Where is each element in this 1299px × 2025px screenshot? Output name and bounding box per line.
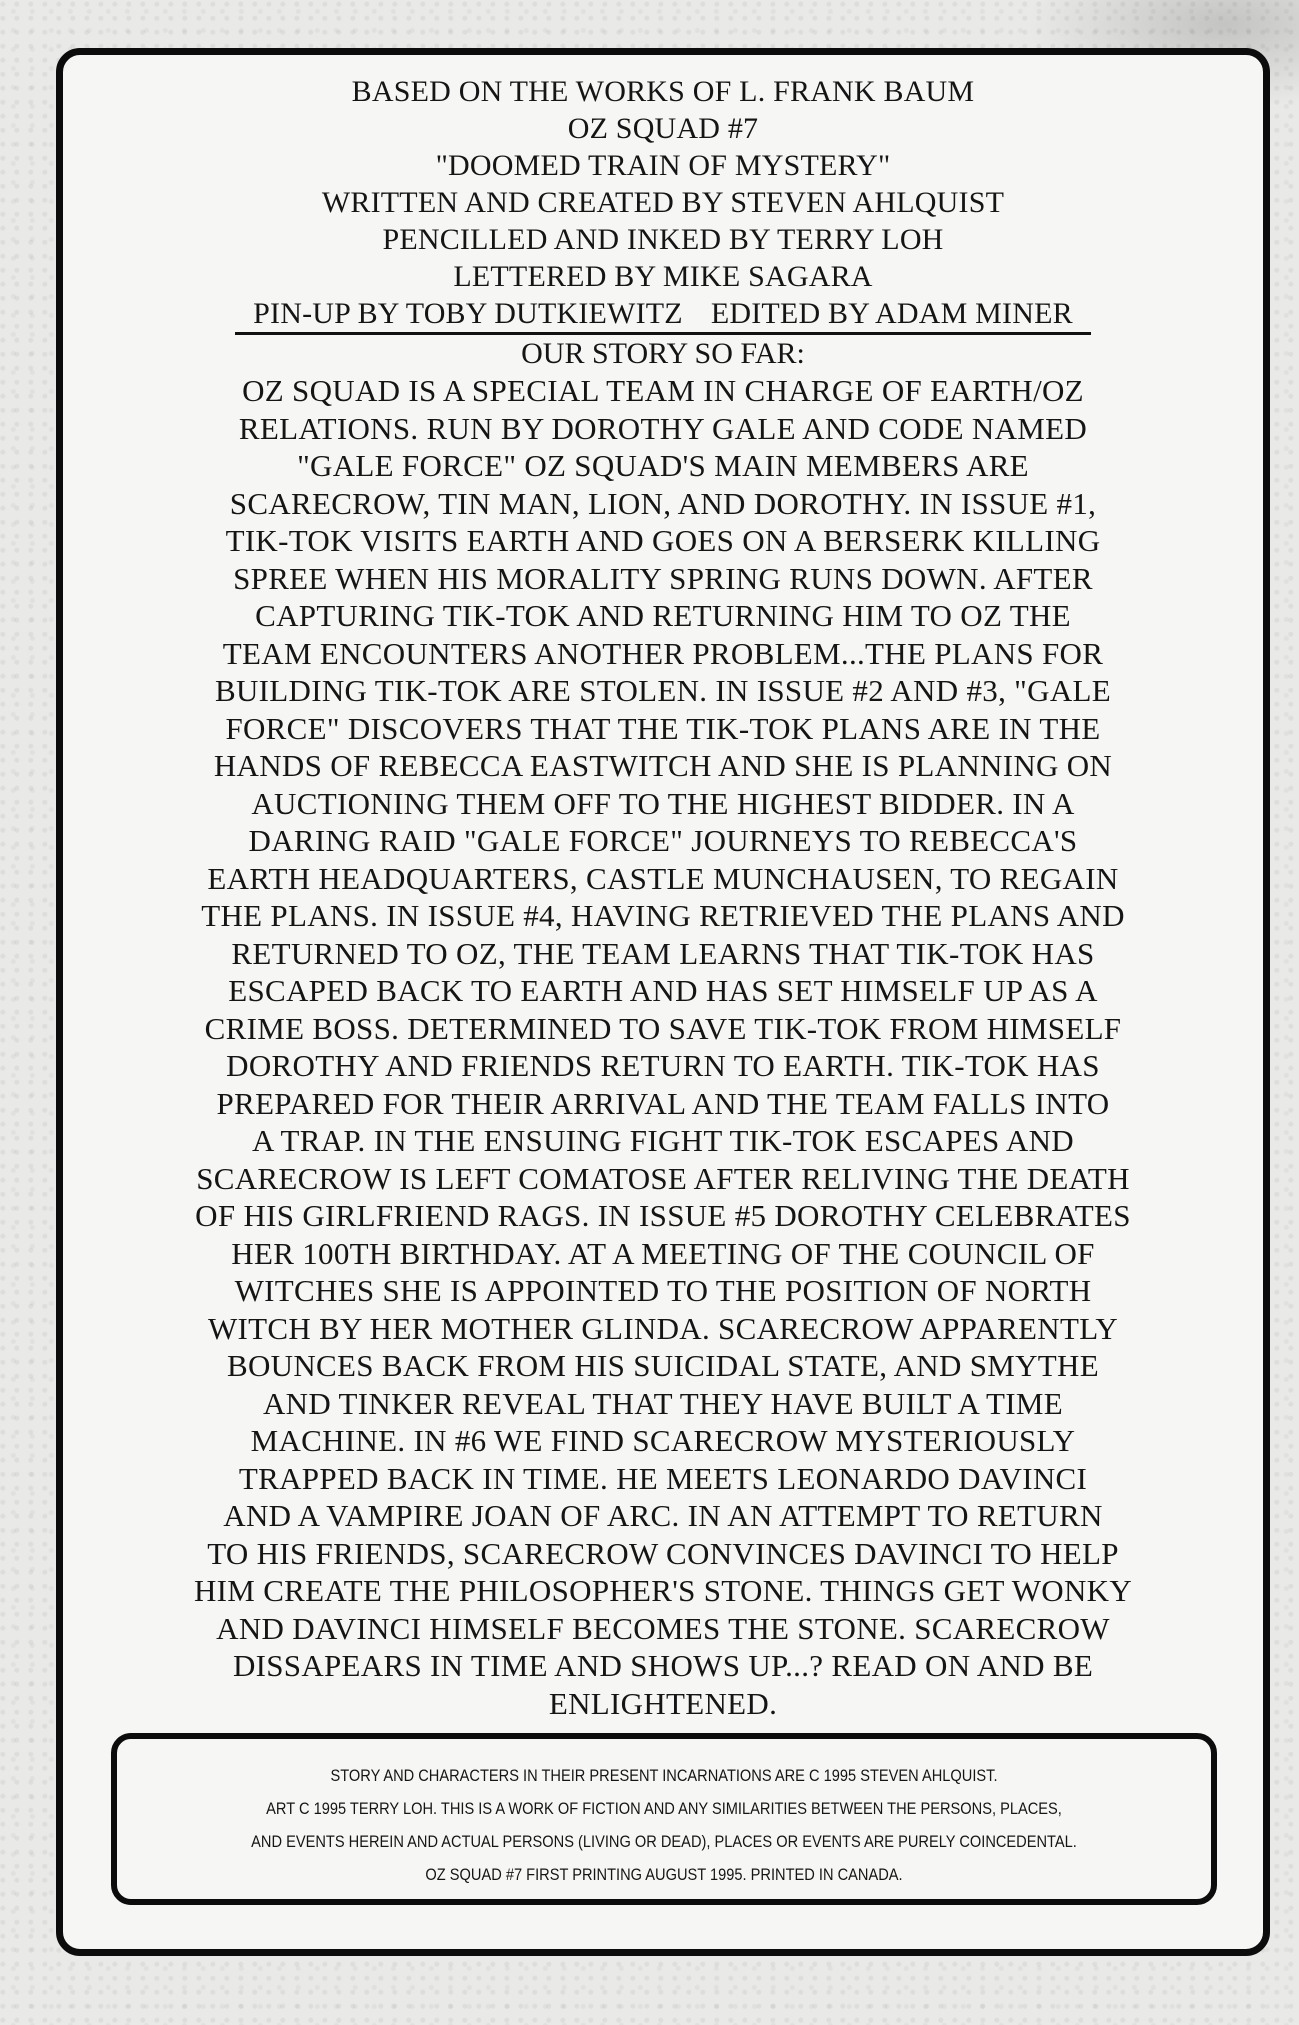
pinup-credit: PIN-UP BY TOBY DUTKIEWITZ	[253, 297, 683, 330]
page-content	[73, 73, 1253, 1722]
legal-notice-box	[111, 1733, 1217, 1905]
credits-block	[73, 73, 1253, 335]
issue-title: OZ SQUAD #7	[567, 112, 759, 145]
legal-line: OZ SQUAD #7 FIRST PRINTING AUGUST 1995. PRINTED IN CANADA.	[425, 1865, 903, 1884]
text-page-frame	[56, 48, 1270, 1956]
story-summary: OZ SQUAD IS A SPECIAL TEAM IN CHARGE OF EARTH/OZ RELATIONS. RUN BY DOROTHY GALE AND CODE NAMED "GALE FORCE" OZ SQUAD'S MAIN MEMBERS ARE SCARECROW, TIN MAN, LION, AND DOROTHY. IN ISSUE #1, TIK-TOK VISITS EARTH AND GOES ON A BERSERK KILLING SPREE WHEN HIS MORALITY SPRING RUNS DOWN. AFTER CAPTURING TIK-TOK AND RETURNING HIM TO OZ THE TEAM ENCOUNTERS ANOTHER PROBLEM...THE PLANS FOR BUILDING TIK-TOK ARE STOLEN. IN ISSUE #2 AND #3, "GALE FORCE" DISCOVERS THAT THE TIK-TOK PLANS ARE IN THE HANDS OF REBECCA EASTWITCH AND SHE IS PLANNING ON AUCTIONING THEM OFF TO THE HIGHEST BIDDER. IN A DARING RAID "GALE FORCE" JOURNEYS TO REBECCA'S EARTH HEADQUARTERS, CASTLE MUNCHAUSEN, TO REGAIN THE PLANS. IN ISSUE #4, HAVING RETRIEVED THE PLANS AND RETURNED TO OZ, THE TEAM LEARNS THAT TIK-TOK HAS ESCAPED BACK TO EARTH AND HAS SET HIMSELF UP AS A CRIME BOSS. DETERMINED TO SAVE TIK-TOK FROM HIMSELF DOROTHY AND FRIENDS RETURN TO EARTH. TIK-TOK HAS PREPARED FOR THEIR ARRIVAL AND THE TEAM FALLS INTO A TRAP. IN THE ENSUING FIGHT TIK-TOK ESCAPES AND SCARECROW IS LEFT COMATOSE AFTER RELIVING THE DEATH OF HIS GIRLFRIEND RAGS. IN ISSUE #5 DOROTHY CELEBRATES HER 100TH BIRTHDAY. AT A MEETING OF THE COUNCIL OF WITCHES SHE IS APPOINTED TO THE POSITION OF NORTH WITCH BY HER MOTHER GLINDA. SCARECROW APPARENTLY BOUNCES BACK FROM HIS SUICIDAL STATE, AND SMYTHE AND TINKER REVEAL THAT THEY HAVE BUILT A TIME MACHINE. IN #6 WE FIND SCARECROW MYSTERIOUSLY TRAPPED BACK IN TIME. HE MEETS LEONARDO DAVINCI AND A VAMPIRE JOAN OF ARC. IN AN ATTEMPT TO RETURN TO HIS FRIENDS, SCARECROW CONVINCES DAVINCI TO HELP HIM CREATE THE PHILOSOPHER'S STONE. THINGS GET WONKY AND DAVINCI HIMSELF BECOMES THE STONE. SCARECROW DISSAPEARS IN TIME AND SHOWS UP...? READ ON AND BE ENLIGHTENED.	[193, 373, 1133, 1721]
legal-line: AND EVENTS HEREIN AND ACTUAL PERSONS (LIVING OR DEAD), PLACES OR EVENTS ARE PURELY COINCEDENTAL.	[251, 1832, 1077, 1851]
pinup-editor-credit	[235, 295, 1091, 335]
writer-credit: WRITTEN AND CREATED BY STEVEN AHLQUIST	[321, 186, 1005, 219]
story-title: "DOOMED TRAIN OF MYSTERY"	[435, 149, 891, 182]
summary-heading: OUR STORY SO FAR:	[521, 337, 805, 370]
source-credit: BASED ON THE WORKS OF L. FRANK BAUM	[351, 75, 975, 108]
artist-credit: PENCILLED AND INKED BY TERRY LOH	[382, 223, 944, 256]
legal-line: ART C 1995 TERRY LOH. THIS IS A WORK OF FICTION AND ANY SIMILARITIES BETWEEN THE PERSONS, PLACES,	[266, 1799, 1062, 1818]
letterer-credit: LETTERED BY MIKE SAGARA	[453, 260, 873, 293]
editor-credit: EDITED BY ADAM MINER	[710, 297, 1073, 330]
legal-line: STORY AND CHARACTERS IN THEIR PRESENT INCARNATIONS ARE C 1995 STEVEN AHLQUIST.	[330, 1766, 998, 1785]
